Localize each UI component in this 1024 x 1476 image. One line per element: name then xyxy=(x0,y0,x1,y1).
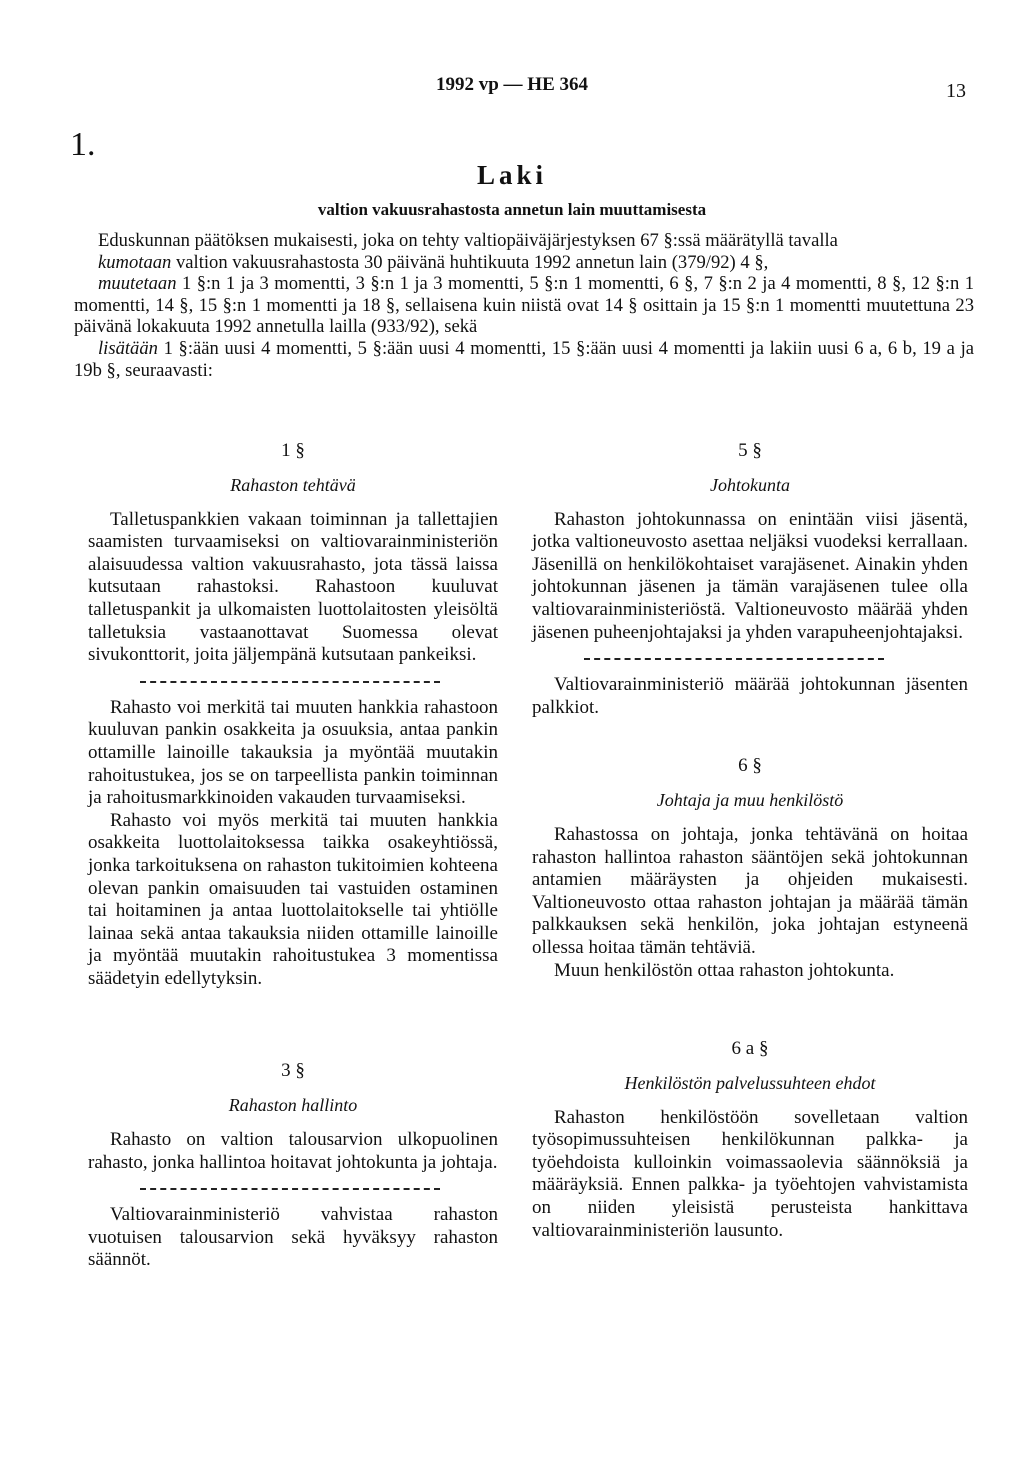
law-subtitle: valtion vakuusrahastosta annetun lain muuttamisesta xyxy=(317,200,707,219)
section-paragraph: Rahasto on valtion talousarvion ulkopuolinen rahasto, jonka hallintoa hoitavat johtokunta ja johtaja. xyxy=(88,1129,498,1173)
section-6a xyxy=(532,1038,968,1242)
add-label: lisätään xyxy=(98,337,158,359)
page-number: 13 xyxy=(946,80,966,102)
section-title: Henkilöstön palvelussuhteen ehdot xyxy=(624,1073,876,1094)
section-1 xyxy=(88,440,498,990)
omission-line xyxy=(140,681,440,683)
left-column xyxy=(88,440,498,1272)
section-paragraph: Valtiovarainministeriö vahvistaa rahaston vuotuisen talousarvion sekä hyväksyy rahaston säännöt. xyxy=(88,1204,498,1271)
right-column xyxy=(532,440,968,1242)
section-6 xyxy=(532,755,968,982)
section-number: 6 a § xyxy=(731,1038,769,1060)
section-5 xyxy=(532,440,968,719)
section-paragraph: Rahastossa on johtaja, jonka tehtävänä on hoitaa rahaston hallintoa rahaston sääntöjen sekä johtokunnan antamien määräysten ja ohjeiden mukaisesti. Valtioneuvosto ottaa rahaston johtajan ja määrää tämän palkkauksen sekä henkilön, joka johtajan estyneenä ollessa hoitaa tämän tehtäviä. xyxy=(532,823,968,958)
section-number: 6 § xyxy=(738,755,762,777)
law-title: Laki xyxy=(476,160,548,190)
section-paragraph: Talletuspankkien vakaan toiminnan ja tallettajien saamisten turvaamiseksi on valtiovarainministeriön alaisuudessa valtion vakuusrahasto, jota tässä laissa kutsutaan rahastoksi. Rahastoon kuuluvat talletuspankit ja ulkomaisten luottolaitosten yleisöltä talletuksia vastaanottavat Suomessa olevat sivukonttorit, joita jäljempänä kutsutaan pankeiksi. xyxy=(88,508,498,666)
section-title: Rahaston tehtävä xyxy=(230,475,356,495)
section-title: Johtaja ja muu henkilöstö xyxy=(656,790,844,811)
omission-line xyxy=(140,1188,440,1190)
section-number: 3 § xyxy=(281,1060,305,1082)
section-3 xyxy=(88,1060,498,1272)
section-paragraph: Rahasto voi merkitä tai muuten hankkia rahastoon kuuluvan pankin osakkeita ja osuuksia, antaa pankin ottamille lainoille takauksia ja myöntää muutakin rahoitustukea, jos se on tarpeellista pankin toiminnan ja rahoitusmarkkinoiden vakauden turvaamiseksi. xyxy=(88,696,498,809)
section-paragraph: Rahaston henkilöstöön sovelletaan valtion työsopimussuhteisen henkilökunnan palkka- ja työehdoista kulloinkin voimassaolevia säännöksiä ja määräyksiä. Ennen palkka- ja työehtojen vahvistamista on niiden yleisistä perusteista hankittava valtiovarainministeriön lausunto. xyxy=(532,1106,968,1241)
section-number: 1 § xyxy=(281,440,305,461)
section-paragraph: Rahasto voi myös merkitä tai muuten hankkia osakkeita luottolaitoksessa taikka osakeyhtiössä, jonka tarkoituksena on rahaston tukitoimien kohteena olevan pankin omaisuuden tai vastuiden ostaminen tai hoitaminen ja antaa luottolaitokselle tai yhtiölle lainaa sekä antaa takauksia niiden ottamille lainoille ja myöntää muutakin rahoitustukea 3 momentissa säädetyin edellytyksin. xyxy=(88,809,498,989)
omission-line xyxy=(584,658,884,660)
section-title: Rahaston hallinto xyxy=(228,1095,358,1116)
preamble-amend xyxy=(74,273,974,338)
add-text: 1 §:ään uusi 4 momentti, 5 §:ään uusi 4 momentti, 15 §:ään uusi 4 momentti ja lakiin uusi 6 a, 6 b, 19 a ja 19b §, seuraavasti: xyxy=(74,337,974,381)
law-number: 1. xyxy=(70,126,96,163)
repeal-label: kumotaan xyxy=(98,251,172,273)
section-paragraph: Muun henkilöstön ottaa rahaston johtokunta. xyxy=(554,959,895,981)
section-paragraph: Rahaston johtokunnassa on enintään viisi jäsentä, jotka valtioneuvosto asettaa neljäksi vuodeksi kerrallaan. Jäsenillä on henkilökohtaiset varajäsenet. Ainakin yhden johtokunnan jäsenen ja tämän varajäsenen tulee olla valtiovarainministeriöstä. Valtioneuvosto määrää yhden jäsenen puheenjohtajaksi ja yhden varapuheenjohtajaksi. xyxy=(532,508,968,643)
amend-label: muutetaan xyxy=(98,273,177,295)
preamble xyxy=(74,230,974,381)
section-paragraph: Valtiovarainministeriö määrää johtokunnan jäsenten palkkiot. xyxy=(532,674,968,718)
section-title: Johtokunta xyxy=(710,475,790,495)
amend-text: 1 §:n 1 ja 3 momentti, 3 §:n 1 ja 3 momentti, 5 §:n 1 momentti, 6 §, 7 §:n 2 ja 4 momentti, 8 §, 12 §:n 1 momentti, 14 §, 15 §:n 1 momentti ja 18 §, sellaisena kuin niistä ovat 14 § osittain ja 15 §:n 1 momentti muutettuna 23 päivänä lokakuuta 1992 annetulla lailla (933/92), sekä xyxy=(74,273,974,338)
document-reference: 1992 vp — HE 364 xyxy=(435,74,589,95)
section-number: 5 § xyxy=(738,440,762,461)
preamble-add xyxy=(74,338,974,381)
repeal-text: valtion vakuusrahastosta 30 päivänä huhtikuuta 1992 annetun lain (379/92) 4 §, xyxy=(171,251,769,273)
preamble-repeal xyxy=(74,252,974,274)
preamble-intro: Eduskunnan päätöksen mukaisesti, joka on tehty valtiopäiväjärjestyksen 67 §:ssä määrätyllä tavalla xyxy=(98,230,838,251)
